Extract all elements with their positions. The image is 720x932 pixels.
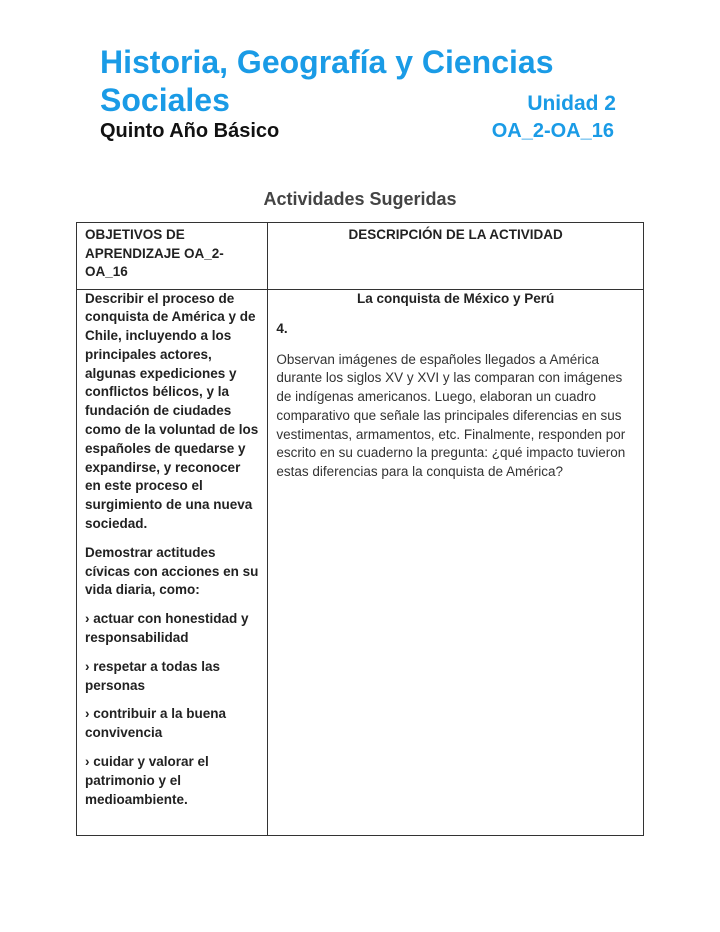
table-row xyxy=(77,289,644,835)
objective-item: › actuar con honestidad y responsabilidad xyxy=(85,611,249,646)
objective-item: › cuidar y valorar el patrimonio y el medioambiente. xyxy=(85,754,209,807)
table-header-row xyxy=(77,223,644,290)
section-title: Actividades Sugeridas xyxy=(263,189,457,209)
activity-description: Observan imágenes de españoles llegados a América durante los siglos XV y XVI y las comparan con imágenes de indígenas americanos. Luego, elaboran un cuadro comparativo que señale las principales diferencias en sus vestimentas, armamentos, etc. Finalmente, responden por escrito en su cuaderno la pregunta: ¿qué impacto tuvieron estas diferencias para la conquista de América? xyxy=(276,351,626,480)
activity-title: La conquista de México y Perú xyxy=(357,290,555,306)
activity-number: 4. xyxy=(276,321,288,336)
activities-table xyxy=(76,222,644,836)
objective-main: Describir el proceso de conquista de América y de Chile, incluyendo a los principales actores, algunas expediciones y conflictos bélicos, y la fundación de ciudades como de la voluntad de los españoles de quedarse y expandirse, y reconocer en este proceso el surgimiento de una nueva sociedad. xyxy=(85,290,259,532)
oa-range-label: OA_2-OA_16 xyxy=(491,120,614,142)
objective-civic: Demostrar actitudes cívicas con acciones en su vida diaria, como: xyxy=(85,544,259,598)
objective-item: › contribuir a la buena convivencia xyxy=(85,706,227,741)
grade-label: Quinto Año Básico xyxy=(100,120,280,142)
objective-item: › respetar a todas las personas xyxy=(85,658,221,693)
title-line-1: Historia, Geografía y Ciencias xyxy=(100,44,554,80)
objectives-cell xyxy=(77,289,268,835)
activity-cell xyxy=(268,289,644,835)
objectives-header: OBJETIVOS DE APRENDIZAJE OA_2-OA_16 xyxy=(77,223,268,290)
description-header: DESCRIPCIÓN DE LA ACTIVIDAD xyxy=(268,223,644,290)
unit-label: Unidad 2 xyxy=(527,92,616,115)
title-line-2: Sociales xyxy=(100,82,230,118)
